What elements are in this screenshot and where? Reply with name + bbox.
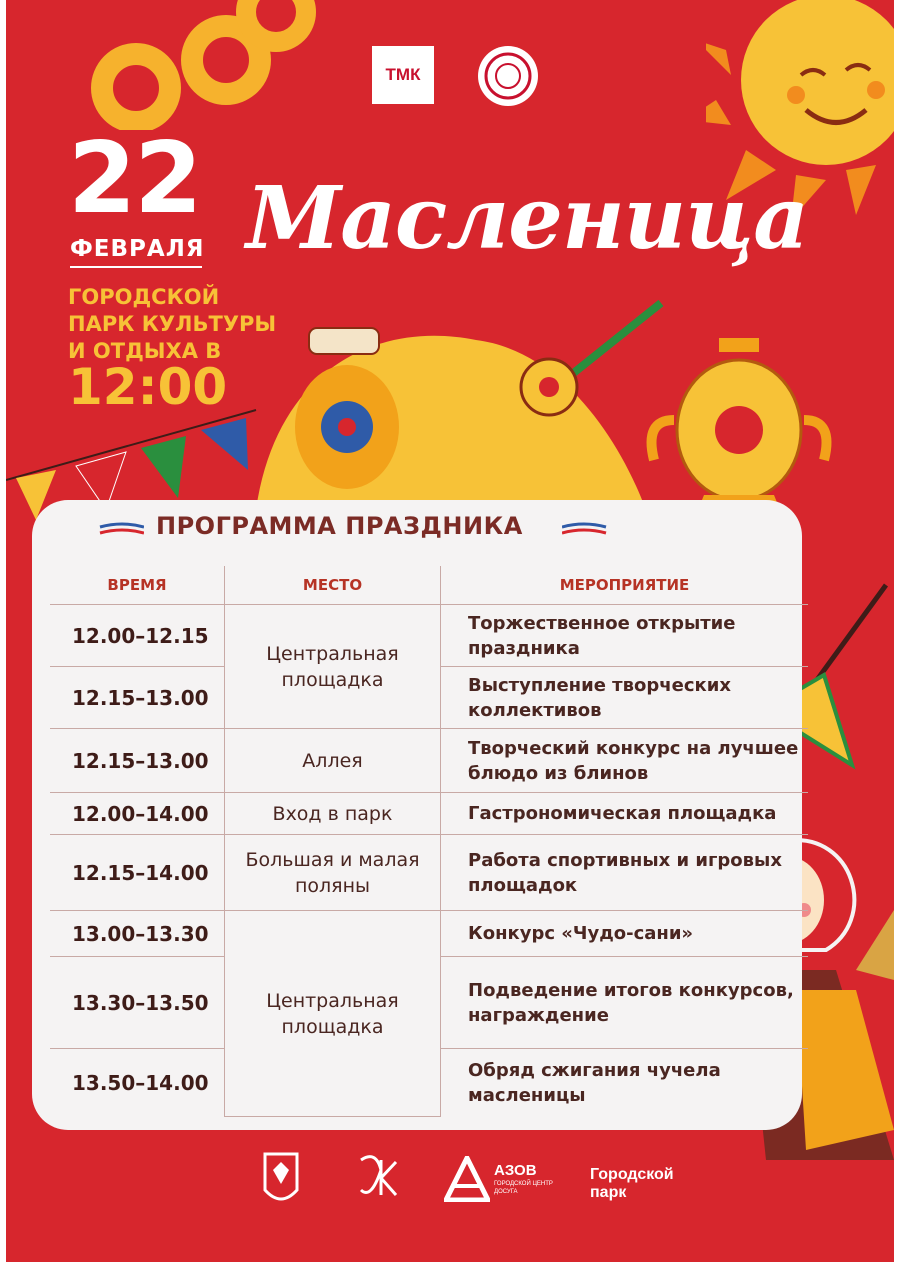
- event-place: ГОРОДСКОЙ ПАРК КУЛЬТУРЫ И ОТДЫХА В: [68, 285, 277, 363]
- tricolor-flag-right-icon: [562, 522, 608, 544]
- table-row: [50, 793, 808, 835]
- city-park-logo-line1: Городской: [590, 1166, 674, 1183]
- row-time: 12.00–12.15: [50, 605, 225, 667]
- row-event: Выступление творческих коллективов: [441, 667, 809, 729]
- column-header-event: МЕРОПРИЯТИЕ: [441, 566, 809, 605]
- program-heading: ПРОГРАММА ПРАЗДНИКА: [156, 512, 523, 540]
- row-place: Центральная площадка: [225, 911, 441, 1117]
- row-place: Большая и малая поляны: [225, 835, 441, 911]
- row-time: 12.15–13.00: [50, 729, 225, 793]
- tmk-logo-text: ТМК: [385, 65, 421, 84]
- row-time: 13.00–13.30: [50, 911, 225, 957]
- row-event: Торжественное открытие праздника: [441, 605, 809, 667]
- column-header-time: ВРЕМЯ: [50, 566, 225, 605]
- row-place: Вход в парк: [225, 793, 441, 835]
- table-row: [50, 835, 808, 911]
- row-time: 12.15–13.00: [50, 667, 225, 729]
- row-event: Творческий конкурс на лучшее блюдо из блинов: [441, 729, 809, 793]
- row-time: 13.50–14.00: [50, 1049, 225, 1117]
- row-event: Конкурс «Чудо-сани»: [441, 911, 809, 957]
- date-day: 22: [68, 122, 201, 236]
- city-park-logo-line2: парк: [590, 1184, 627, 1201]
- row-time: 13.30–13.50: [50, 957, 225, 1049]
- column-header-place: МЕСТО: [225, 566, 441, 605]
- union-emblem-icon: [476, 44, 540, 108]
- azov-triangle-icon: [444, 1156, 490, 1202]
- row-place: Центральная площадка: [225, 605, 441, 729]
- row-event: Работа спортивных и игровых площадок: [441, 835, 809, 911]
- event-time: 12:00: [68, 358, 228, 416]
- row-time: 12.15–14.00: [50, 835, 225, 911]
- row-place: Аллея: [225, 729, 441, 793]
- row-event: Обряд сжигания чучела масленицы: [468, 1059, 721, 1106]
- program-table: [50, 566, 808, 1117]
- culture-department-logo-icon: [351, 1150, 401, 1210]
- row-event: Гастрономическая площадка: [441, 793, 809, 835]
- honey-jar-icon: [291, 322, 421, 492]
- city-emblem-icon: [261, 1150, 301, 1210]
- table-row: [50, 605, 808, 667]
- tmk-logo: [372, 46, 434, 104]
- table-row: [50, 911, 808, 957]
- azov-leisure-center-logo: [444, 1150, 574, 1210]
- azov-logo-subtitle: ГОРОДСКОЙ ЦЕНТР ДОСУГА: [494, 1181, 553, 1195]
- row-event: Подведение итогов конкурсов, награждение: [441, 957, 809, 1049]
- poster-title: Масленица: [246, 168, 808, 269]
- date-month: ФЕВРАЛЯ: [70, 236, 202, 268]
- table-header-row: [50, 566, 808, 605]
- row-time: 12.00–14.00: [50, 793, 225, 835]
- bagels-decoration: [76, 0, 316, 130]
- table-row: [50, 729, 808, 793]
- city-park-logo: [590, 1150, 700, 1210]
- azov-logo-title: АЗОВ: [494, 1162, 537, 1179]
- poster: [6, 0, 894, 1262]
- tricolor-flag-left-icon: [98, 522, 144, 544]
